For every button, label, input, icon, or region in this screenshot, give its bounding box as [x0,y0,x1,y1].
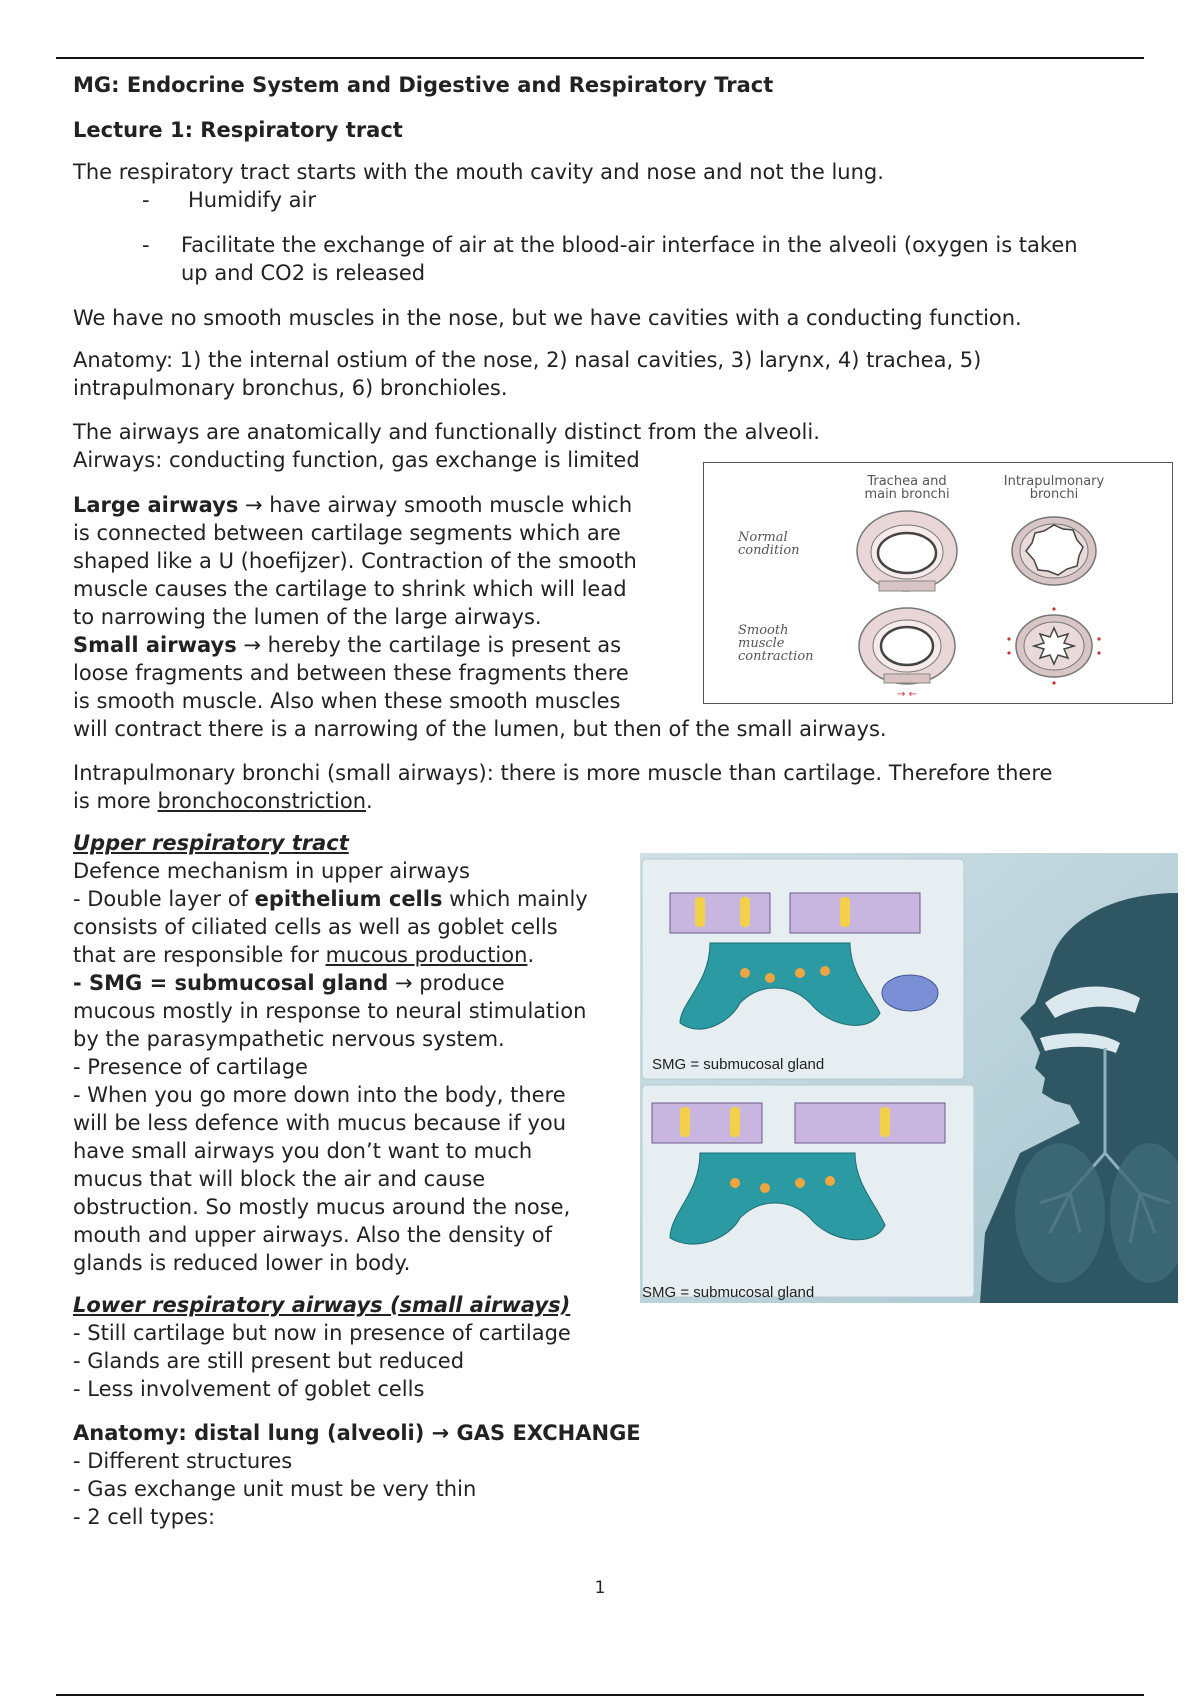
upper-line-1: Defence mechanism in upper airways [73,859,470,883]
large-airways-text: → have airway smooth muscle which [238,493,633,517]
upper-line-5 [73,969,505,997]
bullet-marker: - [142,233,150,257]
col-header-intrapulmonary-1: Intrapulmonary [1003,474,1105,489]
upper-line-4-post: . [527,943,535,967]
small-airways-text: → hereby the cartilage is present as [236,633,622,657]
row-label-contraction-3: contraction [738,649,814,664]
row-label-normal-2: condition [738,543,800,558]
anatomy-line2: intrapulmonary bronchus, 6) bronchioles. [73,376,508,400]
svg-text:→ ←: → ← [897,689,917,700]
upper-line-8: - Presence of cartilage [73,1055,308,1079]
upper-line-10: will be less defence with mucus because if you [73,1111,567,1135]
small-airways-line3: is smooth muscle. Also when these smooth muscles [73,689,621,713]
row-label-contraction-1: Smooth [738,623,789,638]
upper-line-15: glands is reduced lower in body. [73,1251,411,1275]
gland-panel-top [642,859,964,1079]
intrapulmonary-text: is more [73,789,158,813]
lower-line-1: - Still cartilage but now in presence of cartilage [73,1321,571,1345]
upper-line-13: obstruction. So mostly mucus around the nose, [73,1195,571,1219]
upper-line-2-post: which mainly [442,887,588,911]
small-airways-line2: loose fragments and between these fragments there [73,661,629,685]
airway-contraction-figure [703,462,1173,704]
col-header-trachea-2: main bronchi [864,487,950,502]
bullet-marker: - [142,188,150,212]
upper-line-7: by the parasympathetic nervous system. [73,1027,505,1051]
large-airways-line1 [73,491,632,519]
bullet-exchange-line1: Facilitate the exchange of air at the blood-air interface in the alveoli (oxygen is taken [181,233,1078,257]
upper-line-5-post: → produce [388,971,505,995]
col-header-intrapulmonary-2: bronchi [1029,487,1079,502]
upper-line-3: consists of ciliated cells as well as goblet cells [73,915,558,939]
lecture-heading: Lecture 1: Respiratory tract [73,118,403,142]
bronchus-contracted-cross-section [1007,607,1100,684]
smg-term: - SMG = submucosal gland [73,971,389,995]
document-title: MG: Endocrine System and Digestive and Respiratory Tract [73,73,774,97]
upper-line-12: mucus that will block the air and cause [73,1167,486,1191]
nose-paragraph: We have no smooth muscles in the nose, but we have cavities with a conducting function. [73,306,1022,330]
lower-line-2: - Glands are still present but reduced [73,1349,465,1373]
upper-line-6: mucous mostly in response to neural stimulation [73,999,587,1023]
submucosal-gland-figure [640,853,1178,1303]
gland-panel-bottom [642,1085,974,1301]
upper-tract-heading: Upper respiratory tract [73,831,349,855]
lower-tract-heading: Lower respiratory airways (small airways) [73,1293,571,1317]
distal-line-3: - 2 cell types: [73,1505,216,1529]
submucosal-gland-illustration [640,853,1178,1303]
large-airways-line2: is connected between cartilage segments which are [73,521,621,545]
mucous-production-term: mucous production [325,943,528,967]
distal-line-2: - Gas exchange unit must be very thin [73,1477,477,1501]
upper-line-14: mouth and upper airways. Also the density of [73,1223,553,1247]
airway-contraction-diagram [704,463,1172,703]
intro-paragraph: The respiratory tract starts with the mouth cavity and nose and not the lung. [73,160,884,184]
airways-line2: Airways: conducting function, gas exchange is limited [73,448,640,472]
distal-line-1: - Different structures [73,1449,293,1473]
airways-line1: The airways are anatomically and functionally distinct from the alveoli. [73,420,820,444]
intrapulmonary-line2 [73,787,373,815]
large-airways-line3: shaped like a U (hoefijzer). Contraction of the smooth [73,549,637,573]
row-label-contraction-2: muscle [738,636,785,651]
smg-label-top: SMG = submucosal gland [652,1056,825,1073]
top-rule [56,57,1144,59]
small-airways-label: Small airways [73,633,237,657]
trachea-normal-cross-section [857,511,957,591]
bronchoconstriction-term: bronchoconstriction [157,789,367,813]
small-airways-line4: will contract there is a narrowing of the lumen, but then of the small airways. [73,717,887,741]
epithelium-cells-term: epithelium cells [254,887,443,911]
anatomy-line1: Anatomy: 1) the internal ostium of the nose, 2) nasal cavities, 3) larynx, 4) trachea, 5) [73,348,982,372]
upper-line-9: - When you go more down into the body, there [73,1083,566,1107]
intrapulmonary-period: . [366,789,373,813]
bronchus-normal-cross-section [1012,517,1096,585]
large-airways-label: Large airways [73,493,239,517]
large-airways-line4: muscle causes the cartilage to shrink which will lead [73,577,627,601]
col-header-trachea-1: Trachea and [867,474,947,489]
intrapulmonary-line1: Intrapulmonary bronchi (small airways): there is more muscle than cartilage. Therefore there [73,761,1053,785]
smg-label-bottom: SMG = submucosal gland [642,1284,815,1301]
trachea-contracted-cross-section [859,608,955,700]
bullet-exchange-line2: up and CO2 is released [181,261,426,285]
large-airways-line5: to narrowing the lumen of the large airways. [73,605,542,629]
upper-line-4 [73,941,534,969]
lower-line-3: - Less involvement of goblet cells [73,1377,425,1401]
small-airways-line1 [73,631,621,659]
upper-line-4-pre: that are responsible for [73,943,326,967]
upper-line-2 [73,885,588,913]
page-number: 1 [594,1578,606,1598]
bullet-humidify: Humidify air [188,188,317,212]
row-label-normal-1: Normal [738,530,788,545]
distal-lung-heading: Anatomy: distal lung (alveoli) → GAS EXCHANGE [73,1421,641,1445]
bottom-rule [56,1694,1144,1696]
upper-line-11: have small airways you don’t want to much [73,1139,533,1163]
upper-line-2-pre: - Double layer of [73,887,255,911]
